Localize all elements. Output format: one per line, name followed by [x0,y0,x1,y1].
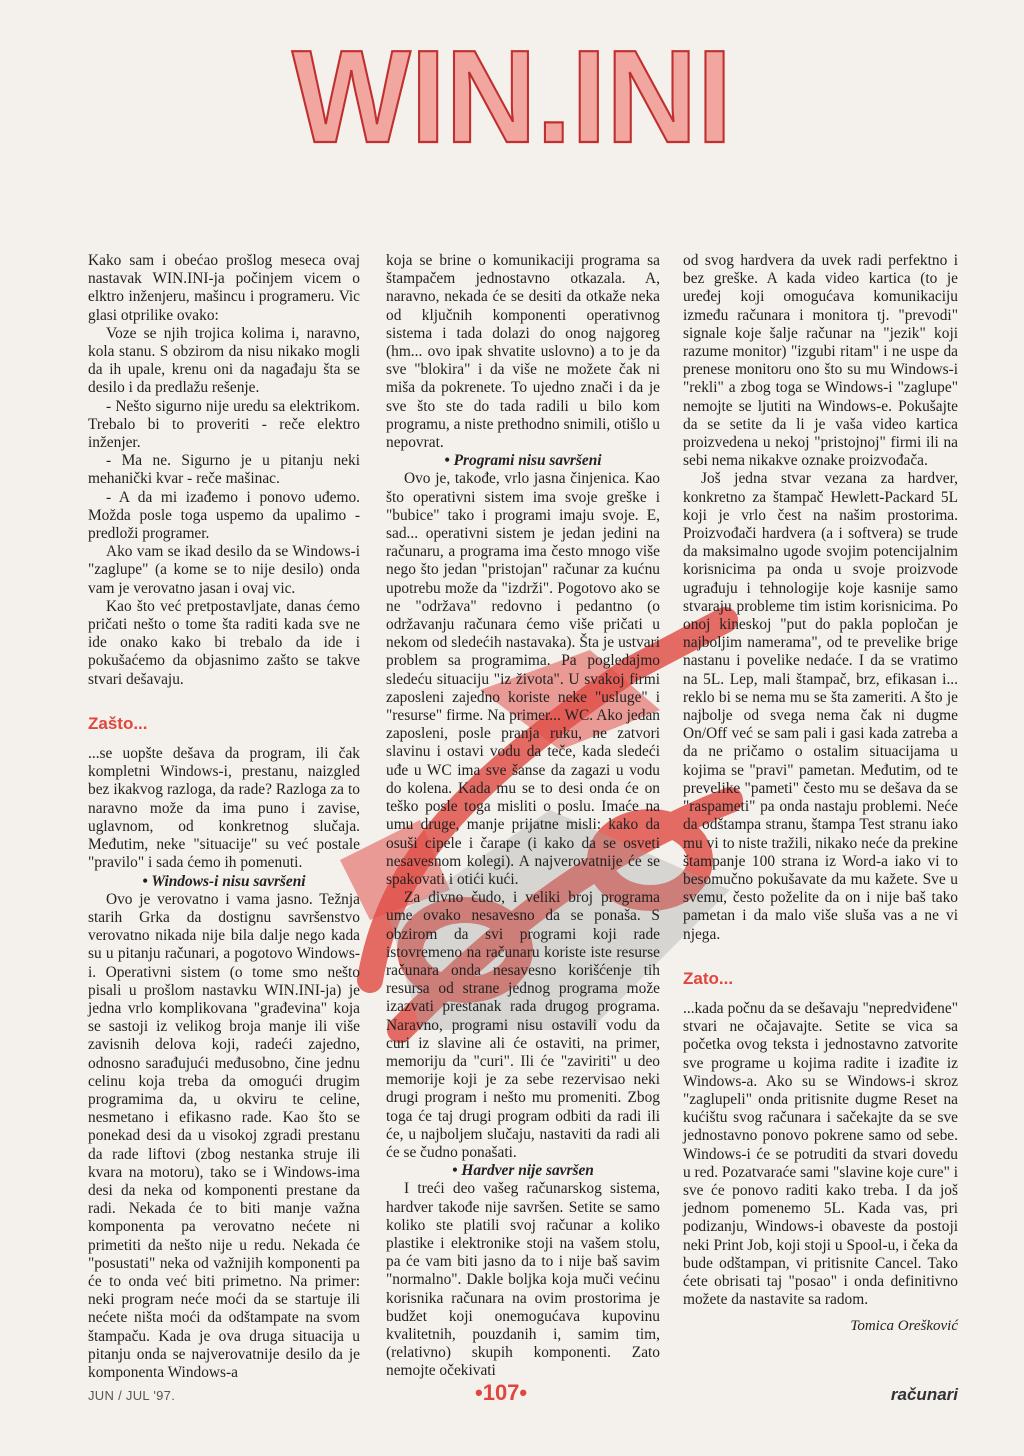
paragraph: I treći deo vašeg računarskog sistema, hardver takođe nije savršen. Setite se samo koliko ste platili svoj računar a koliko plastike i elektronike stoji na vašem stolu, pa će vam biti jasno da to i nije baš savim "normalno". Dakle boljka koja muči većinu korisnika računara na ovim prostorima je budžet koji onemogućava kupovinu kvalitetnih, pouzdanih i, samim tim, (relativno) skupih komponenti. Zato nemojte očekivati [386,1180,660,1380]
paragraph: Za divno čudo, i veliki broj programa ume ovako nesavesno da se ponaša. S obzirom da svi programi koji rade istovremeno na računaru koriste iste resurse računara onda nesavesno korišćenje tih resursa od strane jednog programa može izazvati prestanak rada drugog programa. Naravno, programi nisu ostavili vodu da curi iz slavine ali će ostaviti, na primer, memoriju da "curi". Ili će "zaviriti" u deo memorije koji je za sebe rezervisao neki drugi program i nešto mu promeniti. Zbog toga će taj drugi program odbiti da radi ili će, u najboljem slučaju, nastaviti da radi ali će se čudno ponašati. [386,889,660,1161]
article-column-1 [88,252,360,1382]
paragraph: ...kada počnu da se dešavaju "nepredviđene" stvari ne očajavajte. Setite se vica sa početka ovog teksta i jednostavno zatvorite sve programe u kojima radite i izađite iz Windows-a. Ako su se Windows-i skroz "zaglupeli" onda pritisnite dugme Reset na kućištu svog računara i sačekajte da se sve jednostavno ponovo pokrene samo od sebe. Windows-i će se potruditi da stvari dovedu u red. Pozatvaraće sami "slavine koje cure" i sve će ponovo raditi kako treba. I da još jednom pomenemo 5L. Kada vas, pri podizanju, Windows-i obaveste da postoji neki Print Job, koji stoji u Spool-u, i čeka da bude odštampan, vi pritisnite Cancel. Tako ćete obrisati taj "posao" i onda definitivno možete da nastavite sa radom. [683,999,958,1309]
paragraph: od svog hardvera da uvek radi perfektno i bez greške. A kada video kartica (to je uređej koji omogućava komunikaciju između računara i monitora tj. "prevodi" signale koje šalje računar na "jezik" koji razume monitor) "izgubi ritam" i ne uspe da prenese monitoru ono što su mu Windows-i "rekli" a zbog toga se Windows-i "zaglupe" nemojte se ljutiti na Windows-e. Pokušajte da se setite da li je vaša video kartica proizvedena u nekoj "pristojnoj" firmi ili na sebi nema nikakve oznake proizvođača. [683,252,958,470]
subheading: • Windows-i nisu savršeni [142,872,306,890]
page-number: •107• [475,1380,528,1405]
section-heading: Zato... [683,968,734,988]
subheading: • Hardver nije savršen [452,1162,594,1180]
paragraph: Voze se njih trojica kolima i, naravno, kola stanu. S obzirom da nisu nikako mogli da ih upale, krenu oni da nagađaju šta se desilo i da predlažu rešenje. [88,324,360,397]
section-heading: Zašto... [88,713,148,733]
paragraph: - Ma ne. Sigurno je u pitanju neki mehanički kvar - reče mašinac. [88,452,360,488]
paragraph: Još jedna stvar vezana za hardver, konkretno za štampač Hewlett-Packard 5L koji je vrlo čest na našim prostorima. Proizvođači hardvera (a i softvera) se trude da maksimalno ugode svojim potencijalnim korisnicima pa onda u svoje proizvode ugrađuju i tehnologije koje kasnije samo stvaraju probleme tim istim korisnicima. Po onoj kineskoj "put do pakla popločan je najboljim namerama", od te prevelike brige nastanu i povelike nedaće. I da se vratimo na 5L. Lep, mali štampač, brz, efikasan i... reklo bi se nema mu se šta zameriti. A što je najbolje od svega nema čak ni dugme On/Off već se sam pali i gasi kada zatreba a da ne pričamo o ostalim situacijama u kojima se "pravi" pametan. Međutim, od te prevelike "pameti" često mu se dešava da se "raspameti" pa onda nastaju problemi. Neće da odštampa stranu, štampa Test stranu iako mu vi to niste tražili, nikako neće da prekine štampanje 100 strana iz Word-a iako vi to besomučno pokušavate da mu kažete. Sve u svemu, često poželite da on i nije baš tako pametan i da malo više sluša vas a ne vi njega. [683,470,958,943]
paragraph: Ovo je verovatno i vama jasno. Težnja starih Grka da dostignu savršenstvo verovatno nikada nije bila dalje nego kada su u pitanju računari, a pogotovo Windows-i. Operativni sistem (o tome smo nešto pisali u prošlom nastavku WIN.INI-ja) je jedna vrlo komplikovana "građevina" koja se sastoji iz velikog broja manje ili više zavisnih delova koji, radeći zajedno, odnosno sarađujući međusobno, čine jednu celinu koja treba da omogući drugim programima da, u okviru te celine, nesmetano i efikasno rade. Kao što se ponekad desi da u visokoj zgradi prestanu da rade liftovi (zbog nestanka struje ili kvara na motoru), tako se i Windows-ima desi da neka od komponenti prestane da radi. Nekada će to biti manje važna komponenta pa verovatno nećete ni primetiti da nešto nije u redu. Nekada će "posustati" neka od važnijih komponenti pa će to onda već biti primetno. Na primer: neki program neće moći da se startuje ili nećete ništa moći da odštampate na svom štampaču. Kada je ova druga situacija u pitanju onda se najverovatnije desilo da je komponenta Windows-a [88,890,360,1381]
paragraph: - Nešto sigurno nije uredu sa elektrikom. Trebalo bi to proveriti - reče elektro inženjer. [88,397,360,452]
footer-issue-date: JUN / JUL '97. [88,1388,176,1403]
article-column-3 [683,252,958,1309]
title-text: WIN.INI [292,30,732,155]
article-column-2 [386,252,660,1381]
paragraph: - A da mi izađemo i ponovo uđemo. Možda posle toga uspemo da upalimo - predloži programer. [88,488,360,543]
author-signature: Tomica Orešković [850,1318,958,1334]
subheading: • Programi nisu savršeni [444,452,602,470]
paragraph: ...se uopšte dešava da program, ili čak kompletni Windows-i, prestanu, naizgled bez ikakvog razloga, da rade? Razloga za to naravno može da ima puno i zavise, uglavnom, od konkretnog slučaja. Međutim, neke "situacije" su već postale "pravilo" i sada ćemo ih pomenuti. [88,745,360,872]
page-title [0,30,1024,160]
paragraph: Ovo je, takođe, vrlo jasna činjenica. Kao što operativni sistem ima svoje greške i "bubice" tako i programi imaju svoje. E, sad... operativni sistem je jedan jedini na računaru, a programa ima često mnogo više nego što jedan "pristojan" računar za kućnu upotrebu može da "izdrži". Pogotovo ako se ne "održava" redovno i pedantno (o održavanju računara ćemo više pričati u nekom od sledećih nastavaka). Šta je ustvari problem sa programima. Pa pogledajmo sledeću situaciju "iz života". U svakoj firmi zaposleni zajedno koriste neke "usluge" i "resurse" firme. Na primer... WC. Ako jedan zaposleni, posle pranja ruku, ne zatvori slavinu i ostavi vodu da teče, kada sledeći uđe u WC ima sve šanse da zagazi u vodu do kolena. Kada mu se to desi onda će on teško posle toga misliti o poslu. Imaće na umu druge, manje prijatne misli: kako da osuši cipele i čarape (i kako da se osveti nesavesnom kolegi). A najverovatnije će se spakovati i otići kući. [386,470,660,888]
paragraph: Ako vam se ikad desilo da se Windows-i "zaglupe" (a kome se to nije desilo) onda vam je verovatno jasan i ovaj vic. [88,543,360,597]
paragraph: Kao što već pretpostavljate, danas ćemo pričati nešto o tome šta raditi kada sve ne ide onako kako bi trebalo da ide i pokušaćemo da objasnimo zašto se takve stvari dešavaju. [88,597,360,688]
paragraph: koja se brine o komunikaciji programa sa štampačem jednostavno otkazala. A, naravno, nekada će se desiti da otkaže neka od ključnih komponenti operativnog sistema i tada dolazi do onog najgoreg (hm... ovo ipak shvatite uslovno) a to je da sve "blokira" i da više ne možete čak ni miša da pokrenete. To ujedno znači i da je sve što ste do tada radili u bilo kom programu, a niste prethodno snimili, otišlo u nepovrat. [386,252,660,452]
paragraph: Kako sam i obećao prošlog meseca ovaj nastavak WIN.INI-ja počinjem vicem o elktro inženjeru, mašincu i programeru. Vic glasi otprilike ovako: [88,252,360,324]
magazine-logo: računari [890,1385,958,1404]
